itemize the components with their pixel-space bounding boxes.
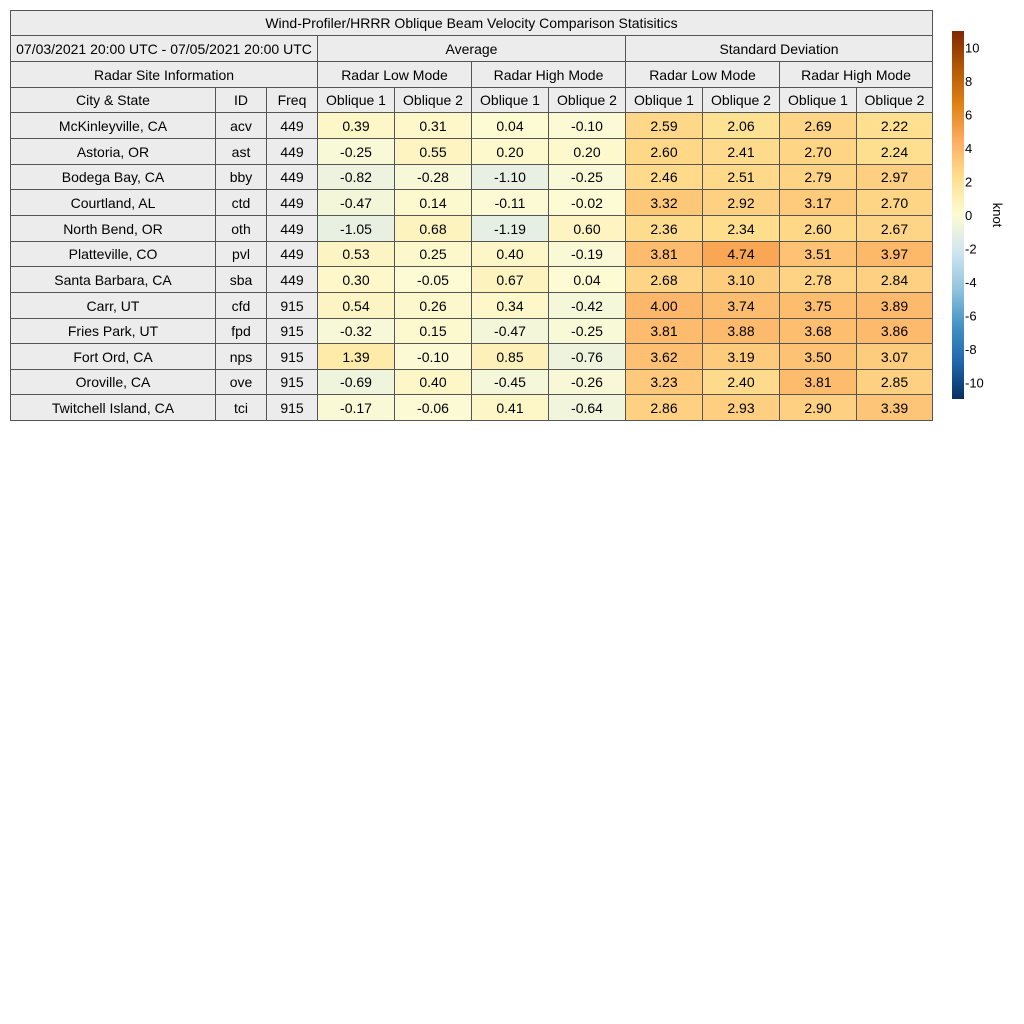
mode-header-1: Radar High Mode: [471, 61, 626, 88]
colorbar: [944, 22, 1014, 412]
value-cell: 2.34: [702, 215, 780, 242]
mode-header-0: Radar Low Mode: [317, 61, 472, 88]
value-cell: -0.82: [317, 164, 395, 190]
value-cell: 0.67: [471, 266, 549, 293]
value-cell: -0.69: [317, 369, 395, 395]
value-cell: 3.10: [702, 266, 780, 293]
site-freq-cell: 449: [266, 241, 318, 267]
value-cell: -0.47: [317, 189, 395, 216]
value-cell: -0.10: [548, 112, 626, 139]
column-header-2: Freq: [266, 87, 318, 113]
column-header-6: Oblique 2: [548, 87, 626, 113]
site-id-cell: oth: [215, 215, 267, 242]
value-cell: -0.26: [548, 369, 626, 395]
colorbar-tick-label: -10: [965, 375, 984, 391]
colorbar-tick-label: -6: [965, 308, 977, 324]
value-cell: -0.28: [394, 164, 472, 190]
value-cell: 3.68: [779, 318, 857, 344]
value-cell: 3.81: [779, 369, 857, 395]
site-city-cell: Bodega Bay, CA: [10, 164, 216, 190]
value-cell: 2.22: [856, 112, 933, 139]
column-header-3: Oblique 1: [317, 87, 395, 113]
mode-header-2: Radar Low Mode: [625, 61, 780, 88]
value-cell: 0.85: [471, 343, 549, 370]
value-cell: 2.60: [625, 138, 703, 165]
value-cell: 0.68: [394, 215, 472, 242]
site-id-cell: ove: [215, 369, 267, 395]
value-cell: 2.24: [856, 138, 933, 165]
value-cell: 2.90: [779, 394, 857, 421]
group-header-standard-deviation: Standard Deviation: [625, 35, 933, 62]
site-city-cell: McKinleyville, CA: [10, 112, 216, 139]
site-freq-cell: 915: [266, 343, 318, 370]
site-id-cell: nps: [215, 343, 267, 370]
value-cell: 2.92: [702, 189, 780, 216]
site-freq-cell: 915: [266, 292, 318, 319]
value-cell: 0.15: [394, 318, 472, 344]
value-cell: -1.05: [317, 215, 395, 242]
value-cell: 0.34: [471, 292, 549, 319]
value-cell: 3.81: [625, 318, 703, 344]
value-cell: 3.88: [702, 318, 780, 344]
value-cell: 3.17: [779, 189, 857, 216]
value-cell: 0.30: [317, 266, 395, 293]
column-header-10: Oblique 2: [856, 87, 933, 113]
value-cell: 0.54: [317, 292, 395, 319]
value-cell: 2.59: [625, 112, 703, 139]
value-cell: -0.10: [394, 343, 472, 370]
value-cell: 2.40: [702, 369, 780, 395]
value-cell: 2.46: [625, 164, 703, 190]
value-cell: 2.79: [779, 164, 857, 190]
value-cell: 3.74: [702, 292, 780, 319]
value-cell: -0.11: [471, 189, 549, 216]
value-cell: -0.25: [317, 138, 395, 165]
value-cell: -0.32: [317, 318, 395, 344]
value-cell: -0.64: [548, 394, 626, 421]
value-cell: 3.81: [625, 241, 703, 267]
value-cell: -0.19: [548, 241, 626, 267]
value-cell: 0.26: [394, 292, 472, 319]
value-cell: 2.60: [779, 215, 857, 242]
colorbar-tick-label: -4: [965, 274, 977, 290]
site-freq-cell: 449: [266, 189, 318, 216]
site-freq-cell: 915: [266, 394, 318, 421]
value-cell: -0.17: [317, 394, 395, 421]
value-cell: 2.93: [702, 394, 780, 421]
value-cell: 3.32: [625, 189, 703, 216]
value-cell: -1.19: [471, 215, 549, 242]
value-cell: 3.62: [625, 343, 703, 370]
value-cell: 0.20: [471, 138, 549, 165]
site-city-cell: Oroville, CA: [10, 369, 216, 395]
value-cell: 2.86: [625, 394, 703, 421]
colorbar-tick-label: -8: [965, 341, 977, 357]
site-id-cell: ast: [215, 138, 267, 165]
value-cell: -0.42: [548, 292, 626, 319]
value-cell: 2.84: [856, 266, 933, 293]
site-freq-cell: 449: [266, 138, 318, 165]
value-cell: 2.67: [856, 215, 933, 242]
site-id-cell: bby: [215, 164, 267, 190]
value-cell: 4.74: [702, 241, 780, 267]
value-cell: 0.40: [394, 369, 472, 395]
value-cell: 0.04: [548, 266, 626, 293]
value-cell: 0.53: [317, 241, 395, 267]
value-cell: -0.25: [548, 164, 626, 190]
value-cell: 0.39: [317, 112, 395, 139]
column-header-7: Oblique 1: [625, 87, 703, 113]
value-cell: 3.86: [856, 318, 933, 344]
value-cell: 1.39: [317, 343, 395, 370]
value-cell: 2.68: [625, 266, 703, 293]
colorbar-gradient: [952, 31, 964, 399]
value-cell: 2.78: [779, 266, 857, 293]
site-city-cell: Astoria, OR: [10, 138, 216, 165]
site-city-cell: Platteville, CO: [10, 241, 216, 267]
value-cell: 2.97: [856, 164, 933, 190]
site-freq-cell: 915: [266, 318, 318, 344]
value-cell: 3.19: [702, 343, 780, 370]
site-freq-cell: 449: [266, 164, 318, 190]
value-cell: 2.36: [625, 215, 703, 242]
value-cell: -0.02: [548, 189, 626, 216]
table-title: Wind-Profiler/HRRR Oblique Beam Velocity Comparison Statisitics: [10, 10, 933, 36]
mode-header-3: Radar High Mode: [779, 61, 933, 88]
value-cell: 2.06: [702, 112, 780, 139]
value-cell: 2.85: [856, 369, 933, 395]
site-city-cell: Carr, UT: [10, 292, 216, 319]
colorbar-tick-label: 4: [965, 141, 973, 157]
site-id-cell: acv: [215, 112, 267, 139]
site-id-cell: ctd: [215, 189, 267, 216]
value-cell: 0.55: [394, 138, 472, 165]
site-freq-cell: 449: [266, 215, 318, 242]
site-city-cell: North Bend, OR: [10, 215, 216, 242]
site-info-header: Radar Site Information: [10, 61, 318, 88]
column-header-5: Oblique 1: [471, 87, 549, 113]
value-cell: 0.31: [394, 112, 472, 139]
value-cell: 0.40: [471, 241, 549, 267]
date-range: 07/03/2021 20:00 UTC - 07/05/2021 20:00 UTC: [10, 35, 318, 62]
value-cell: 2.70: [779, 138, 857, 165]
value-cell: 0.04: [471, 112, 549, 139]
site-city-cell: Fort Ord, CA: [10, 343, 216, 370]
value-cell: 2.70: [856, 189, 933, 216]
site-id-cell: tci: [215, 394, 267, 421]
value-cell: -0.25: [548, 318, 626, 344]
colorbar-tick-label: 6: [965, 107, 973, 123]
column-header-8: Oblique 2: [702, 87, 780, 113]
site-city-cell: Twitchell Island, CA: [10, 394, 216, 421]
column-header-9: Oblique 1: [779, 87, 857, 113]
site-freq-cell: 449: [266, 266, 318, 293]
value-cell: 3.51: [779, 241, 857, 267]
value-cell: 3.50: [779, 343, 857, 370]
group-header-average: Average: [317, 35, 626, 62]
site-id-cell: cfd: [215, 292, 267, 319]
colorbar-tick-label: -2: [965, 241, 977, 257]
site-city-cell: Courtland, AL: [10, 189, 216, 216]
site-id-cell: sba: [215, 266, 267, 293]
colorbar-tick-label: 2: [965, 174, 973, 190]
value-cell: 2.69: [779, 112, 857, 139]
column-header-0: City & State: [10, 87, 216, 113]
value-cell: -0.76: [548, 343, 626, 370]
colorbar-ticks: [965, 41, 984, 391]
column-header-4: Oblique 2: [394, 87, 472, 113]
value-cell: 2.51: [702, 164, 780, 190]
colorbar-tick-label: 8: [965, 74, 973, 90]
value-cell: 3.97: [856, 241, 933, 267]
value-cell: -0.05: [394, 266, 472, 293]
value-cell: -0.06: [394, 394, 472, 421]
value-cell: 3.75: [779, 292, 857, 319]
site-id-cell: pvl: [215, 241, 267, 267]
value-cell: 4.00: [625, 292, 703, 319]
value-cell: 0.60: [548, 215, 626, 242]
value-cell: 0.25: [394, 241, 472, 267]
site-city-cell: Fries Park, UT: [10, 318, 216, 344]
value-cell: -0.47: [471, 318, 549, 344]
value-cell: 3.89: [856, 292, 933, 319]
value-cell: 3.39: [856, 394, 933, 421]
value-cell: -0.45: [471, 369, 549, 395]
site-id-cell: fpd: [215, 318, 267, 344]
value-cell: 0.20: [548, 138, 626, 165]
colorbar-unit-label: knot: [990, 202, 1005, 228]
value-cell: 3.23: [625, 369, 703, 395]
value-cell: 2.41: [702, 138, 780, 165]
column-header-1: ID: [215, 87, 267, 113]
colorbar-tick-label: 0: [965, 208, 973, 223]
value-cell: 0.14: [394, 189, 472, 216]
site-city-cell: Santa Barbara, CA: [10, 266, 216, 293]
value-cell: 3.07: [856, 343, 933, 370]
site-freq-cell: 915: [266, 369, 318, 395]
colorbar-tick-label: 10: [965, 40, 980, 56]
site-freq-cell: 449: [266, 112, 318, 139]
value-cell: -1.10: [471, 164, 549, 190]
value-cell: 0.41: [471, 394, 549, 421]
